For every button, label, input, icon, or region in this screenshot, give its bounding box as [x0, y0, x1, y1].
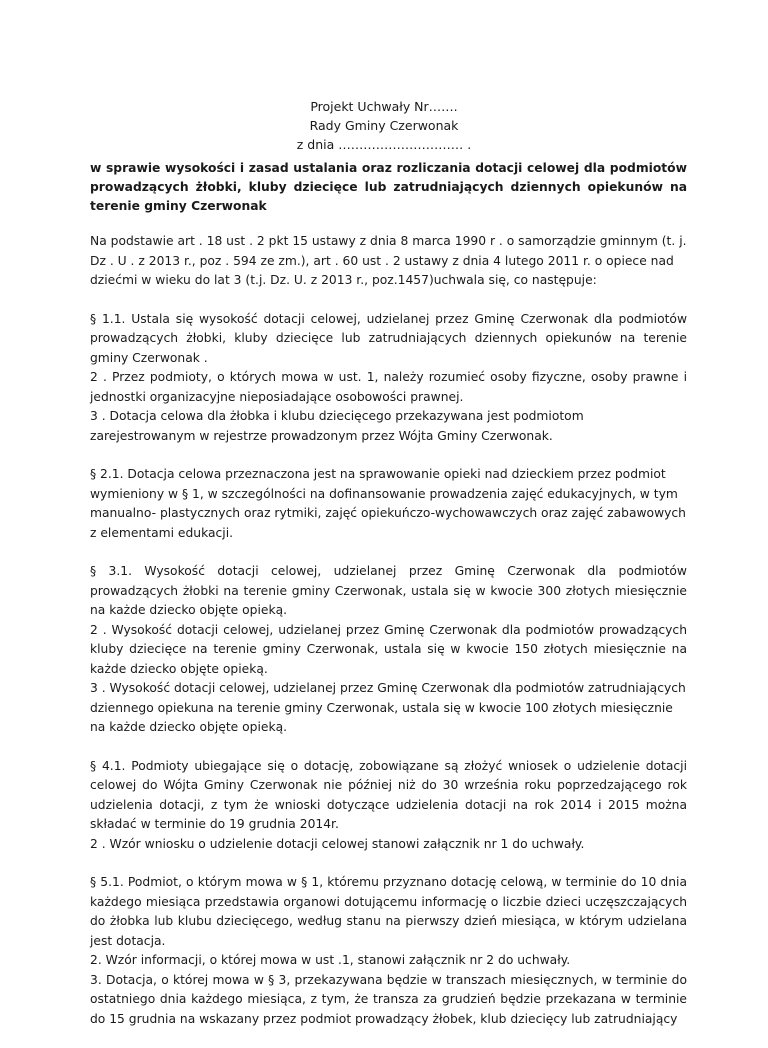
resolution-title: w sprawie wysokości i zasad ustalania oraz rozliczania dotacji celowej dla podmiotów prowadzących żłobki, kluby dziecięce lub zatrudniających dziennych opiekunów na terenie gminy Czerwonak [90, 161, 687, 213]
section-2 [90, 465, 687, 543]
section-1 [90, 310, 687, 447]
paragraph-line: 3. Dotacja, o której mowa w § 3, przekazywana będzie w transzach miesięcznych, w terminie do ostatniego dnia każdego miesiąca, z tym, że transza za grudzień będzie przekazana w terminie do 15 grudnia na wskazany przez podmiot prowadzący żłobek, klub dziecięcy lub zatrudniający [90, 972, 687, 1026]
paragraph-line: 2 . Wzór wniosku o udzielenie dotacji celowej stanowi załącznik nr 1 do uchwały. [90, 836, 585, 851]
paragraph-line: § 5.1. Podmiot, o którym mowa w § 1, któremu przyznano dotację celową, w terminie do 10 dnia każdego miesiąca przedstawia organowi dotującemu informację o liczbie dzieci uczęszczających do żłobka lub klubu dziecięcego, według stanu na pierwszy dzień miesiąca, w którym udzielana jest dotacja. [90, 875, 687, 948]
header-line-2: Rady Gminy Czerwonak [309, 118, 459, 133]
paragraph-line: 2. Wzór informacji, o której mowa w ust .1, stanowi załącznik nr 2 do uchwały. [90, 953, 571, 967]
section-3 [90, 562, 687, 738]
paragraph-line: Na podstawie art . 18 ust . 2 pkt 15 ustawy z dnia 8 marca 1990 r . o samorządzie gminnym (t. j. Dz . U . z 2013 r., poz . 594 ze zm.), art . 60 ust . 2 ustawy z dnia 4 lutego 2011 r. o opiece nad dziećmi w wieku do lat 3 (t.j. Dz. U. z 2013 r., poz.1457)uchwala się, co następuje: [90, 234, 687, 287]
paragraph-line: 2 . Przez podmioty, o których mowa w ust. 1, należy rozumieć osoby fizyczne, osoby prawne i jednostki organizacyjne nieposiadające osobowości prawnej. [90, 370, 687, 404]
preamble-paragraph [90, 232, 687, 291]
paragraph-line: 2 . Wysokość dotacji celowej, udzielanej przez Gminę Czerwonak dla podmiotów prowadzących kluby dziecięce na terenie gminy Czerwonak, ustala się w kwocie 150 złotych miesięcznie na każde dziecko objęte opieką. [90, 622, 687, 676]
section-5 [90, 873, 687, 1029]
paragraph-line: § 1.1. Ustala się wysokość dotacji celowej, udzielanej przez Gminę Czerwonak dla podmiotów prowadzących żłobki, kluby dziecięce lub zatrudniających dziennych opiekunów na terenie gminy Czerwonak . [90, 311, 687, 365]
paragraph-line: § 4.1. Podmioty ubiegające się o dotację, zobowiązane są złożyć wniosek o udzielenie dotacji celowej do Wójta Gminy Czerwonak nie później niż do 30 września roku poprzedzającego rok udzielenia dotacji, z tym że wnioski dotyczące udzielenia dotacji na rok 2014 i 2015 można składać w terminie do 19 grudnia 2014r. [90, 758, 687, 831]
document-body [90, 159, 687, 1048]
paragraph-line: § 3.1. Wysokość dotacji celowej, udzielanej przez Gminę Czerwonak dla podmiotów prowadzących żłobki na terenie gminy Czerwonak, ustala się w kwocie 300 złotych miesięcznie na każde dziecko objęte opieką. [90, 564, 687, 617]
resolution-header [0, 97, 768, 154]
header-line-3: z dnia ………………………… . [296, 137, 472, 152]
paragraph-line: 3 . Wysokość dotacji celowej, udzielanej przez Gminę Czerwonak dla podmiotów zatrudniających dziennego opiekuna na terenie gminy Czerwonak, ustala się w kwocie 100 złotych miesięcznie na każde dziecko objęte opieką. [90, 681, 686, 734]
section-4 [90, 757, 687, 855]
paragraph-line: 3 . Dotacja celowa dla żłobka i klubu dziecięcego przekazywana jest podmiotom zarejestrowanym w rejestrze prowadzonym przez Wójta Gminy Czerwonak. [90, 409, 584, 443]
paragraph-line: § 2.1. Dotacja celowa przeznaczona jest na sprawowanie opieki nad dzieckiem przez podmiot wymieniony w § 1, w szczególności na dofinansowanie prowadzenia zajęć edukacyjnych, w tym manualno- plastycznych oraz rytmiki, zajęć opiekuńczo-wychowawczych oraz zajęć zabawowych z elementami edukacji. [90, 467, 686, 540]
header-line-1: Projekt Uchwały Nr……. [310, 99, 458, 114]
